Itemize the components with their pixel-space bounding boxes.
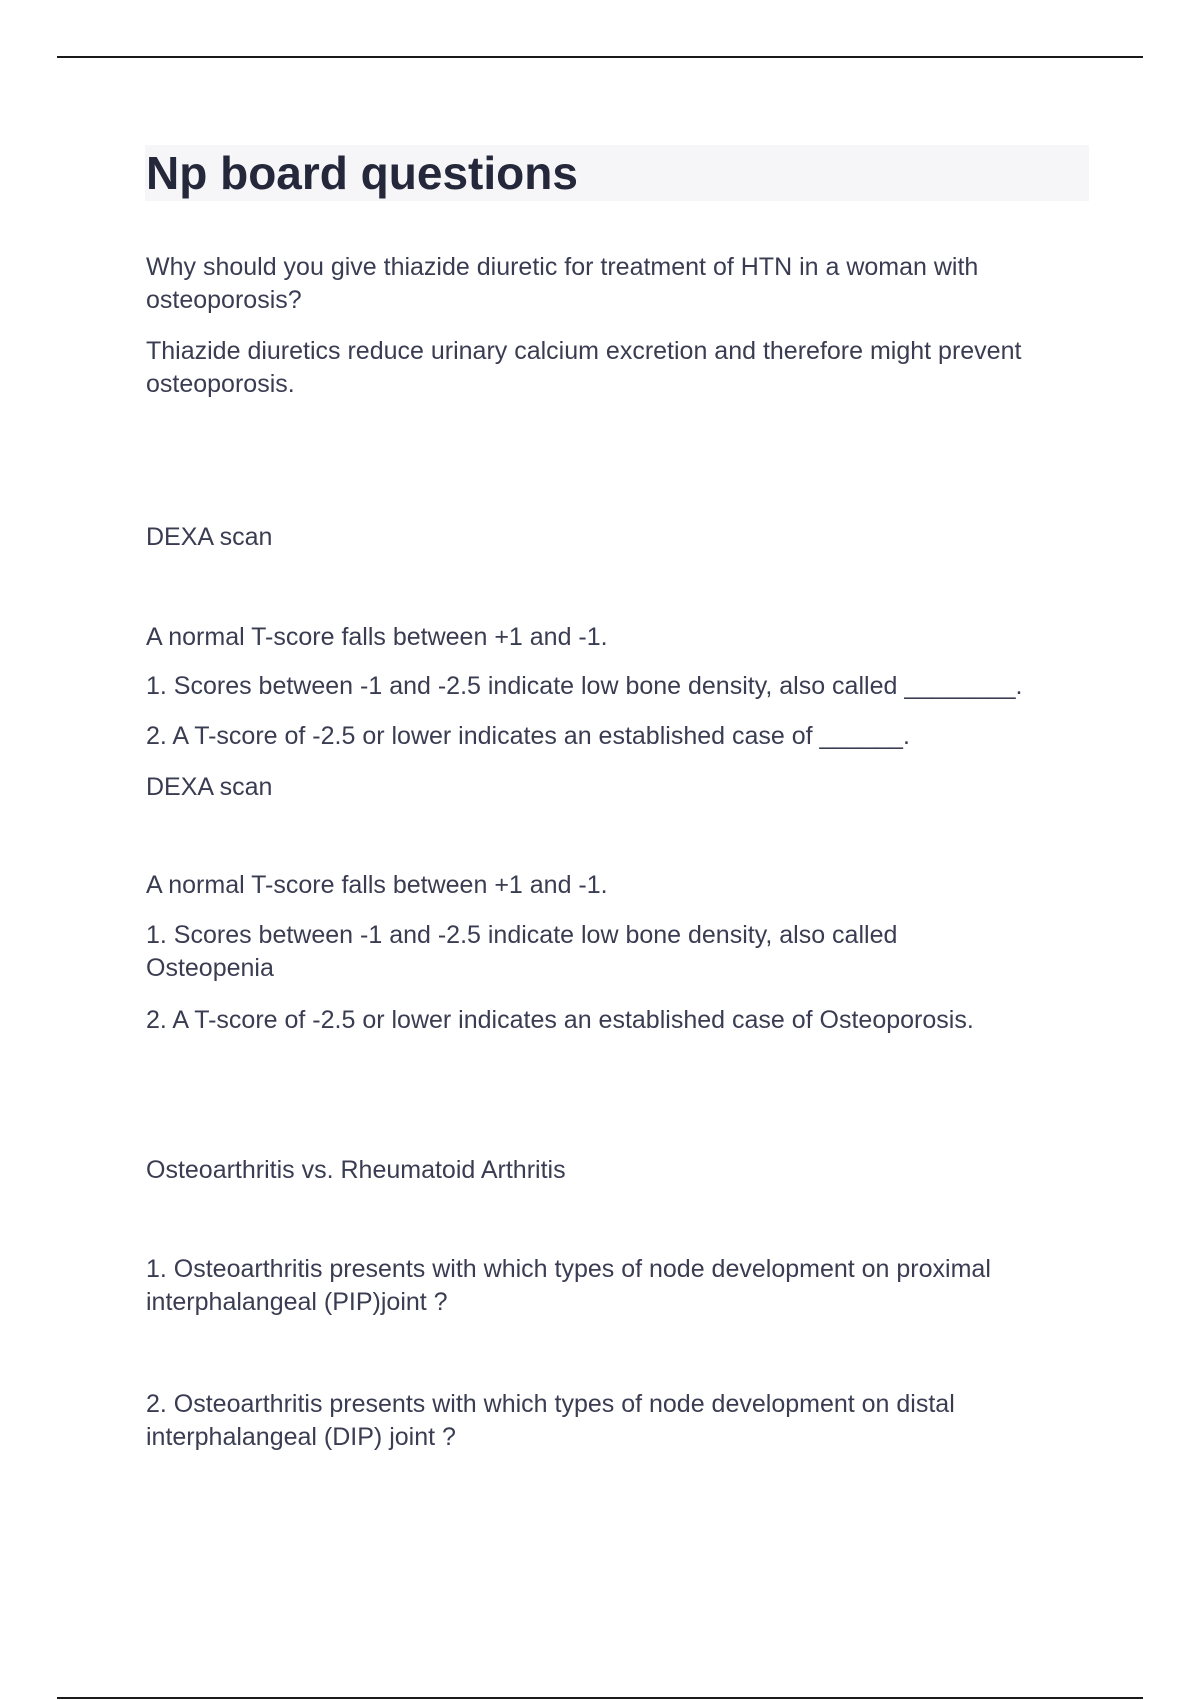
- answer-tscore-established: 2. A T-score of -2.5 or lower indicates an established case of Osteoporosis.: [146, 1006, 974, 1034]
- header-rule: [57, 56, 1143, 58]
- answer-tscore-normal: A normal T-score falls between +1 and -1.: [146, 871, 608, 899]
- question-oa-pip: 1. Osteoarthritis presents with which types of node development on proximal interphalangeal (PIP)joint ?: [146, 1255, 991, 1316]
- question-dexa-heading: DEXA scan: [146, 523, 273, 551]
- question-tscore-established: 2. A T-score of -2.5 or lower indicates an established case of ______.: [146, 722, 910, 750]
- answer-dexa-heading: DEXA scan: [146, 773, 273, 801]
- answer-thiazide: Thiazide diuretics reduce urinary calcium excretion and therefore might prevent osteoporosis.: [146, 337, 1022, 398]
- question-oa-vs-ra: Osteoarthritis vs. Rheumatoid Arthritis: [146, 1156, 566, 1184]
- question-oa-dip: 2. Osteoarthritis presents with which types of node development on distal interphalangeal (DIP) joint ?: [146, 1390, 955, 1451]
- answer-tscore-low: 1. Scores between -1 and -2.5 indicate low bone density, also called Osteopenia: [146, 921, 898, 982]
- question-tscore-low: 1. Scores between -1 and -2.5 indicate low bone density, also called ________.: [146, 672, 1023, 700]
- footer-rule: [57, 1697, 1143, 1699]
- question-tscore-normal: A normal T-score falls between +1 and -1.: [146, 623, 608, 651]
- question-thiazide: Why should you give thiazide diuretic for treatment of HTN in a woman with osteoporosis?: [146, 253, 979, 314]
- page-title: Np board questions: [146, 147, 578, 199]
